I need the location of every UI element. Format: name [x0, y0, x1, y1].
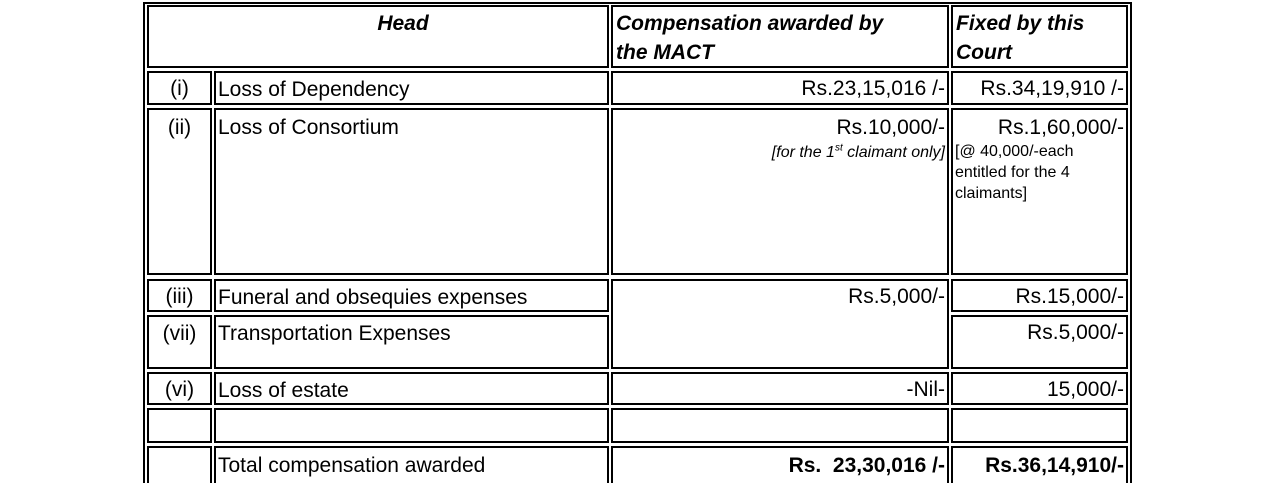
table-row-i-mact-cell [611, 71, 949, 105]
table-row-vii-court-cell [951, 315, 1128, 369]
row-number: (vi) [164, 378, 195, 401]
table-row-iii-vii-mact-cell [611, 279, 949, 369]
row-court-amount: Rs.15,000/- [1015, 285, 1124, 308]
header-head-cell [147, 5, 609, 68]
table-row-ii-num-cell [147, 108, 212, 275]
header-court-line2: Court [956, 41, 1012, 64]
table-row-iii-num-cell [147, 279, 212, 312]
row-court-amount: Rs.1,60,000/- [997, 116, 1124, 139]
table-top-border [143, 2, 1132, 4]
table-row-total-head-cell [214, 446, 609, 483]
table-row-vi-head-cell [214, 372, 609, 405]
table-row-i-head-cell [214, 71, 609, 105]
row-mact-amount: Rs.23,15,016 /- [801, 77, 945, 100]
header-court-line1: Fixed by this [956, 12, 1085, 35]
table-row-i-court-cell [951, 71, 1128, 105]
row-court-amount: 15,000/- [1046, 378, 1124, 401]
total-court-amount: Rs.36,14,910/- [985, 454, 1124, 477]
table-row-ii-head-cell [214, 108, 609, 275]
table-row-empty-head-cell [214, 408, 609, 443]
table-row-empty-court-cell [951, 408, 1128, 443]
table-row-total-court-cell [951, 446, 1128, 483]
row-court-note-line1: [@ 40,000/-each [955, 143, 1074, 160]
row-mact-amount: Rs.5,000/- [848, 285, 945, 308]
row-head: Loss of estate [218, 379, 349, 402]
row-number: (vii) [162, 322, 197, 345]
table-row-iii-court-cell [951, 279, 1128, 312]
table-row-vi-num-cell [147, 372, 212, 405]
table-row-vii-head-cell [214, 315, 609, 369]
table-row-total-mact-cell [611, 446, 949, 483]
header-head: Head [377, 12, 429, 35]
row-court-note-line2: entitled for the 4 [955, 164, 1070, 181]
header-mact-line2: the MACT [616, 41, 714, 64]
row-mact-amount: -Nil- [906, 378, 945, 401]
row-mact-amount: Rs.10,000/- [836, 116, 945, 139]
header-mact-line1: Compensation awarded by [616, 12, 884, 35]
row-number: (iii) [165, 285, 194, 308]
row-number: (ii) [167, 116, 192, 139]
row-court-amount: Rs.34,19,910 /- [980, 77, 1124, 100]
total-head: Total compensation awarded [218, 454, 486, 477]
table-right-border [1130, 2, 1132, 483]
table-row-vii-num-cell [147, 315, 212, 369]
row-head: Loss of Consortium [218, 116, 399, 139]
row-head: Loss of Dependency [218, 78, 410, 101]
row-head: Funeral and obsequies expenses [218, 286, 528, 309]
header-mact-cell [611, 5, 949, 68]
table-row-i-num-cell [147, 71, 212, 105]
table-row-ii-court-cell [951, 108, 1128, 275]
row-court-amount: Rs.5,000/- [1027, 321, 1124, 344]
table-row-iii-head-cell [214, 279, 609, 312]
table-row-empty-num-cell [147, 408, 212, 443]
row-mact-note: [for the 1st claimant only] [771, 142, 945, 161]
table-left-border [143, 2, 145, 483]
table-row-vi-court-cell [951, 372, 1128, 405]
table-row-vi-mact-cell [611, 372, 949, 405]
row-head: Transportation Expenses [218, 322, 451, 345]
header-court-cell [951, 5, 1128, 68]
total-mact-amount: Rs. 23,30,016 /- [788, 454, 945, 477]
table-row-total-num-cell [147, 446, 212, 483]
row-court-note-line3: claimants] [955, 185, 1028, 202]
table-row-ii-mact-cell [611, 108, 949, 275]
table-row-empty-mact-cell [611, 408, 949, 443]
row-number: (i) [170, 77, 189, 100]
